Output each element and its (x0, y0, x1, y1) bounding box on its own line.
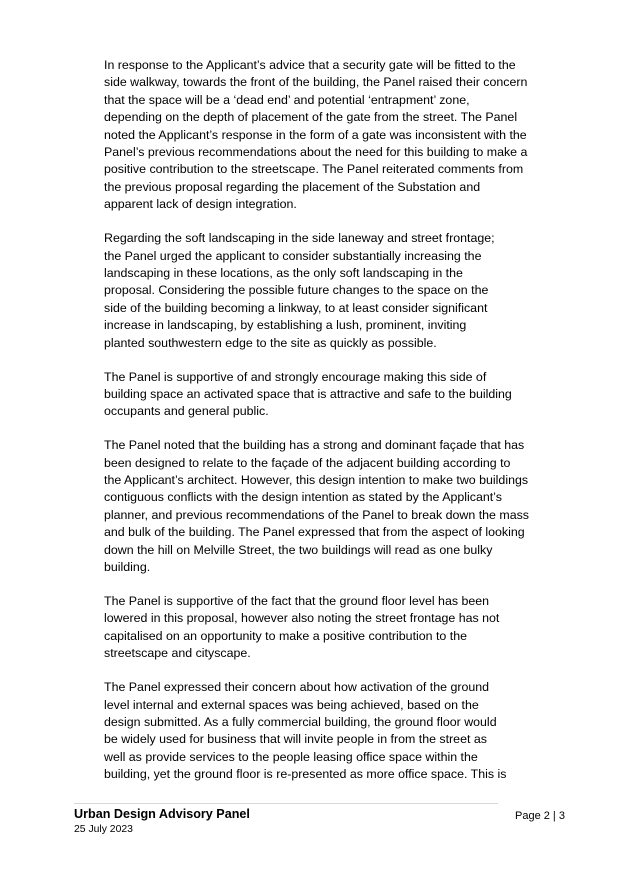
paragraph-2 (104, 230, 544, 352)
text-line: that the space will be a ‘dead end’ and potential ‘entrapment’ zone, (104, 92, 470, 107)
text-line: planner, and previous recommendations of the Panel to break down the mass (104, 507, 529, 522)
text-line: increase in landscaping, by establishing a lush, prominent, inviting (104, 318, 467, 333)
text-line: noted the Applicant’s response in the form of a gate was inconsistent with the (104, 127, 527, 142)
text-line: streetscape and cityscape. (104, 646, 251, 661)
paragraph-1 (104, 57, 544, 214)
paragraph-6 (104, 679, 544, 783)
text-line: The Panel expressed their concern about how activation of the ground (104, 680, 490, 695)
text-line: The Panel is supportive of and strongly encourage making this side of (104, 369, 487, 384)
text-line: and bulk of the building. The Panel expressed that from the aspect of looking (104, 525, 525, 540)
footer-date: 25 July 2023 (74, 824, 133, 835)
page-number: Page 2 | 3 (515, 810, 565, 822)
text-line: the Panel urged the applicant to consider substantially increasing the (104, 248, 482, 263)
text-line: depending on the depth of placement of the gate from the street. The Panel (104, 110, 518, 125)
text-line: building space an activated space that is attractive and safe to the building (104, 386, 512, 401)
text-line: contiguous conflicts with the design intention as stated by the Applicant’s (104, 490, 502, 505)
text-line: occupants and general public. (104, 404, 269, 419)
text-line: well as provide services to the people leasing office space within the (104, 749, 478, 764)
text-line: down the hill on Melville Street, the two buildings will read as one bulky (104, 542, 493, 557)
text-line: lowered in this proposal, however also noting the street frontage has not (104, 611, 500, 626)
text-line: Regarding the soft landscaping in the side laneway and street frontage; (104, 231, 495, 246)
text-line: level internal and external spaces was being achieved, based on the (104, 697, 479, 712)
footer-divider (74, 803, 498, 804)
document-body (104, 57, 544, 800)
text-line: positive contribution to the streetscape. The Panel reiterated comments from (104, 162, 524, 177)
text-line: be widely used for business that will invite people in from the street as (104, 732, 487, 747)
text-line: In response to the Applicant’s advice that a security gate will be fitted to the (104, 58, 516, 72)
footer-title: Urban Design Advisory Panel (74, 807, 250, 821)
text-line: side of the building becoming a linkway, to at least consider significant (104, 300, 488, 315)
text-line: building. (104, 560, 151, 575)
text-line: apparent lack of design integration. (104, 197, 297, 212)
text-line: Panel’s previous recommendations about the need for this building to make a (104, 145, 528, 160)
text-line: the Applicant’s architect. However, this design intention to make two buildings (104, 473, 529, 488)
text-line: planted southwestern edge to the site as quickly as possible. (104, 335, 437, 350)
text-line: building, yet the ground floor is re-presented as more office space. This is (104, 767, 507, 782)
text-line: capitalised on an opportunity to make a positive contribution to the (104, 628, 467, 643)
text-line: landscaping in these locations, as the only soft landscaping in the (104, 265, 463, 280)
text-line: been designed to relate to the façade of the adjacent building according to (104, 455, 511, 470)
paragraph-5 (104, 593, 544, 663)
text-line: side walkway, towards the front of the building, the Panel raised their concern (104, 75, 528, 90)
text-line: The Panel is supportive of the fact that the ground floor level has been (104, 593, 490, 608)
paragraph-4 (104, 437, 544, 576)
text-line: The Panel noted that the building has a strong and dominant façade that has (104, 438, 525, 453)
text-line: design submitted. As a fully commercial building, the ground floor would (104, 714, 497, 729)
text-line: proposal. Considering the possible future changes to the space on the (104, 283, 489, 298)
paragraph-3 (104, 369, 544, 421)
text-line: the previous proposal regarding the placement of the Substation and (104, 179, 481, 194)
